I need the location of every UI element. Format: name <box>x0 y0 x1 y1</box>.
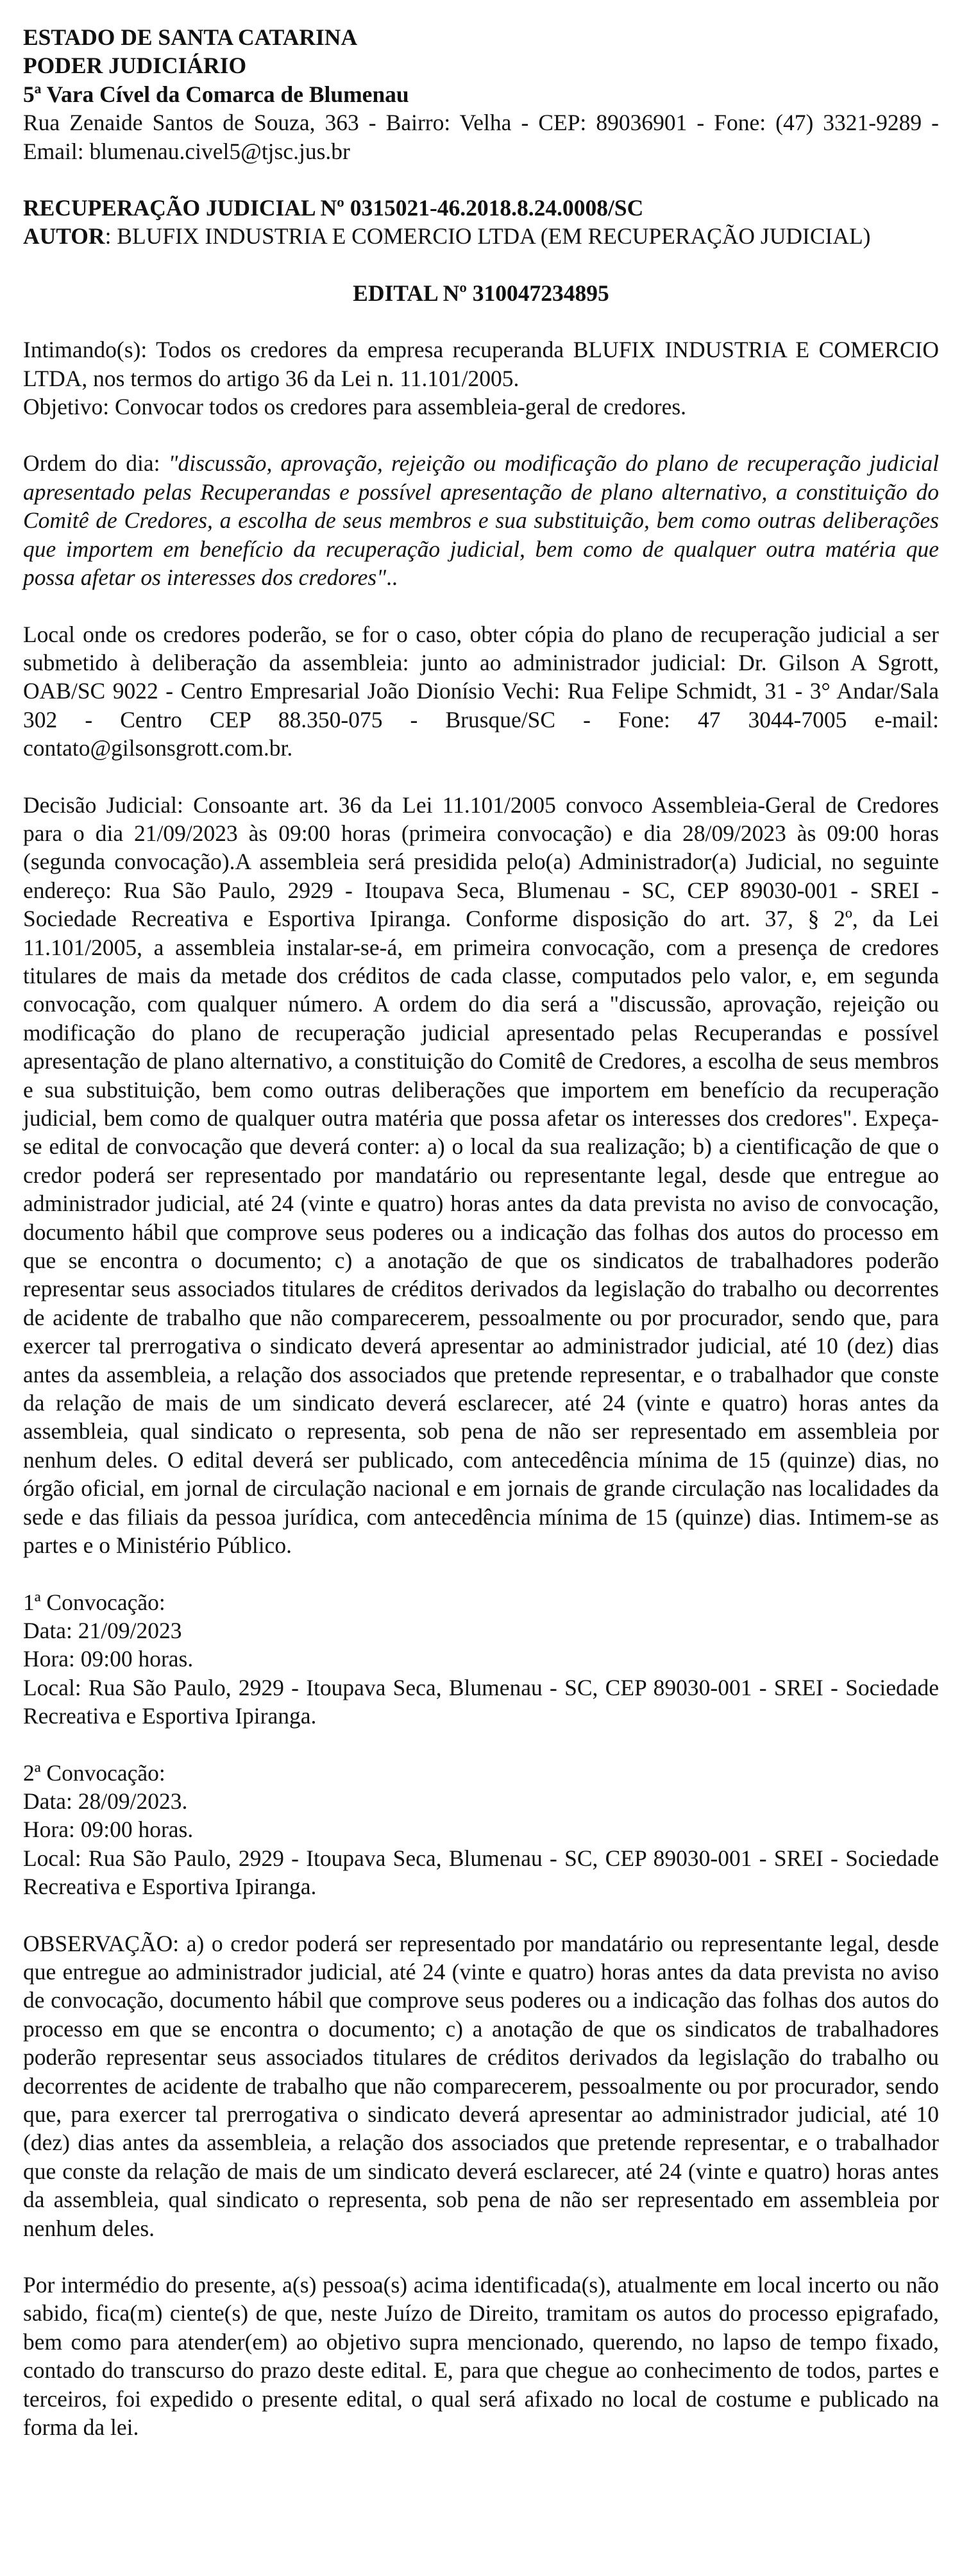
intimandos-text: Intimando(s): Todos os credores da empresa recuperanda BLUFIX INDUSTRIA E COMERCIO LTDA, nos termos do artigo 36 da Lei n. 11.101/2005. <box>23 337 939 391</box>
decisao-text: Decisão Judicial: Consoante art. 36 da Lei 11.101/2005 convoco Assembleia-Geral de Credores para o dia 21/09/2023 às 09:00 horas (primeira convocação) e dia 28/09/2023 às 09:00 horas (segunda convocação).A assembleia será presidida pelo(a) Administrador(a) Judicial, no seguinte endereço: Rua São Paulo, 2929 - Itoupava Seca, Blumenau - SC, CEP 89030-001 - SREI - Sociedade Recreativa e Esportiva Ipiranga. Conforme disposição do art. 37, § 2º, da Lei 11.101/2005, a assembleia instalar-se-á, em primeira convocação, com a presença de credores titulares de mais da metade dos créditos de cada classe, computados pelo valor, e, em segunda convocação, com qualquer número. A ordem do dia será a "discussão, aprovação, rejeição ou modificação do plano de recuperação judicial apresentado pelas Recuperandas e possível apresentação de plano alternativo, a constituição do Comitê de Credores, a escolha de seus membros e sua substituição, bem como outras deliberações que importem em benefício da recuperação judicial, bem como de qualquer outra matéria que possa afetar os interesses dos credores". Expeça-se edital de convocação que deverá conter: a) o local da sua realização; b) a cientificação de que o credor poderá ser representado por mandatário ou representante legal, desde que entregue ao administrador judicial, até 24 (vinte e quatro) horas antes da data prevista no aviso de convocação, documento hábil que comprove seus poderes ou a indicação das folhas dos autos do processo em que se encontra o documento; c) a anotação de que os sindicatos de trabalhadores poderão representar seus associados titulares de créditos derivados da legislação do trabalho ou decorrentes de acidente de trabalho que não comparecerem, pessoalmente ou por procurador, sendo que, para exercer tal prerrogativa o sindicato deverá apresentar ao administrador judicial, até 10 (dez) dias antes da assembleia, a relação dos associados que pretende representar, e o trabalhador que conste da relação de mais de um sindicato deverá esclarecer, até 24 (vinte e quatro) horas antes da assembleia, qual sindicato o representa, sob pena de não ser representado em assembleia por nenhum deles. O edital deverá ser publicado, com antecedência mínima de 15 (quinze) dias, no órgão oficial, em jornal de circulação nacional e em jornais de grande circulação nas localidades da sede e das filiais da pessoa jurídica, com antecedência mínima de 15 (quinze) dias. Intimem-se as partes e o Ministério Público. <box>23 792 939 1559</box>
convocacao-title: 2ª Convocação: <box>23 1759 165 1786</box>
court-address: Rua Zenaide Santos de Souza, 363 - Bairro: Velha - CEP: 89036901 - Fone: (47) 3321-9289 - Email: blumenau.civel5@tjsc.jus.br <box>23 110 939 164</box>
convocacao-date: Data: 28/09/2023. <box>23 1788 188 1814</box>
convocacao-time: Hora: 09:00 horas. <box>23 1817 194 1843</box>
state-name: ESTADO DE SANTA CATARINA <box>23 24 358 50</box>
convocacao-2 <box>23 1759 939 1901</box>
ordem-do-dia-block <box>23 449 939 591</box>
fecho-text: Por intermédio do presente, a(s) pessoa(s) acima identificada(s), atualmente em local incerto ou não sabido, fica(m) ciente(s) de que, neste Juízo de Direito, tramitam os autos do processo epigrafado, bem como para atender(em) ao objetivo supra mencionado, querendo, no lapso de tempo fixado, contado do transcurso do prazo deste edital. E, para que chegue ao conhecimento de todos, partes e terceiros, foi expedido o presente edital, o qual será afixado no local de costume e publicado na forma da lei. <box>23 2272 939 2441</box>
observacao-block <box>23 1929 939 2242</box>
author-value: : BLUFIX INDUSTRIA E COMERCIO LTDA (EM RECUPERAÇÃO JUDICIAL) <box>105 223 871 250</box>
ordem-quote: "discussão, aprovação, rejeição ou modificação do plano de recuperação judicial apresentado pelas Recuperandas e possível apresentação de plano alternativo, a constituição do Comitê de Credores, a escolha de seus membros e sua substituição, bem como outras deliberações que importem em benefício da recuperação judicial, bem como de qualquer outra matéria que possa afetar os interesses dos credores" <box>23 450 939 591</box>
ordem-suffix: .. <box>386 564 398 591</box>
case-author <box>23 222 939 250</box>
convocacao-1 <box>23 1588 939 1731</box>
edital-title: EDITAL Nº 310047234895 <box>353 280 609 306</box>
observacao-text: OBSERVAÇÃO: a) o credor poderá ser representado por mandatário ou representante legal, desde que entregue ao administrador judicial, até 24 (vinte e quatro) horas antes da data prevista no aviso de convocação, documento hábil que comprove seus poderes ou a indicação das folhas dos autos do processo em que se encontra o documento; c) a anotação de que os sindicatos de trabalhadores poderão representar seus associados titulares de créditos derivados da legislação do trabalho ou decorrentes de acidente de trabalho que não comparecerem, pessoalmente ou por procurador, sendo que, para exercer tal prerrogativa o sindicato deverá apresentar ao administrador judicial, até 10 (dez) dias antes da assembleia, a relação dos associados que pretende representar, e o trabalhador que conste da relação de mais de um sindicato deverá esclarecer, até 24 (vinte e quatro) horas antes da assembleia, qual sindicato o representa, sob pena de não ser representado em assembleia por nenhum deles. <box>23 1930 939 2241</box>
ordem-label: Ordem do dia: <box>23 450 169 477</box>
convocacao-location: Local: Rua São Paulo, 2929 - Itoupava Seca, Blumenau - SC, CEP 89030-001 - SREI - Sociedade Recreativa e Esportiva Ipiranga. <box>23 1845 939 1900</box>
convocacao-location: Local: Rua São Paulo, 2929 - Itoupava Seca, Blumenau - SC, CEP 89030-001 - SREI - Sociedade Recreativa e Esportiva Ipiranga. <box>23 1674 939 1729</box>
author-label: AUTOR <box>23 223 105 250</box>
convocacao-title: 1ª Convocação: <box>23 1589 165 1615</box>
convocacao-time: Hora: 09:00 horas. <box>23 1646 194 1672</box>
court-header <box>23 23 939 165</box>
court-name: 5ª Vara Cível da Comarca de Blumenau <box>23 81 409 107</box>
local-copia-text: Local onde os credores poderão, se for o caso, obter cópia do plano de recuperação judicial a ser submetido à deliberação da assembleia: junto ao administrador judicial: Dr. Gilson A Sgrott, OAB/SC 9022 - Centro Empresarial João Dionísio Vechi: Rua Felipe Schmidt, 31 - 3° Andar/Sala 302 - Centro CEP 88.350-075 - Brusque/SC - Fone: 47 3044-7005 e-mail: contato@gilsonsgrott.com.br. <box>23 621 939 761</box>
case-number: RECUPERAÇÃO JUDICIAL Nº 0315021-46.2018.8.24.0008/SC <box>23 195 644 221</box>
decisao-block <box>23 791 939 1560</box>
convocacao-date: Data: 21/09/2023 <box>23 1617 182 1643</box>
intimacao-block <box>23 335 939 421</box>
local-copia-block <box>23 620 939 763</box>
case-info <box>23 194 939 251</box>
fecho-block <box>23 2271 939 2441</box>
objetivo-text: Objetivo: Convocar todos os credores para assembleia-geral de credores. <box>23 394 687 420</box>
judiciary-name: PODER JUDICIÁRIO <box>23 53 247 79</box>
ordem-do-dia-text <box>23 449 939 591</box>
